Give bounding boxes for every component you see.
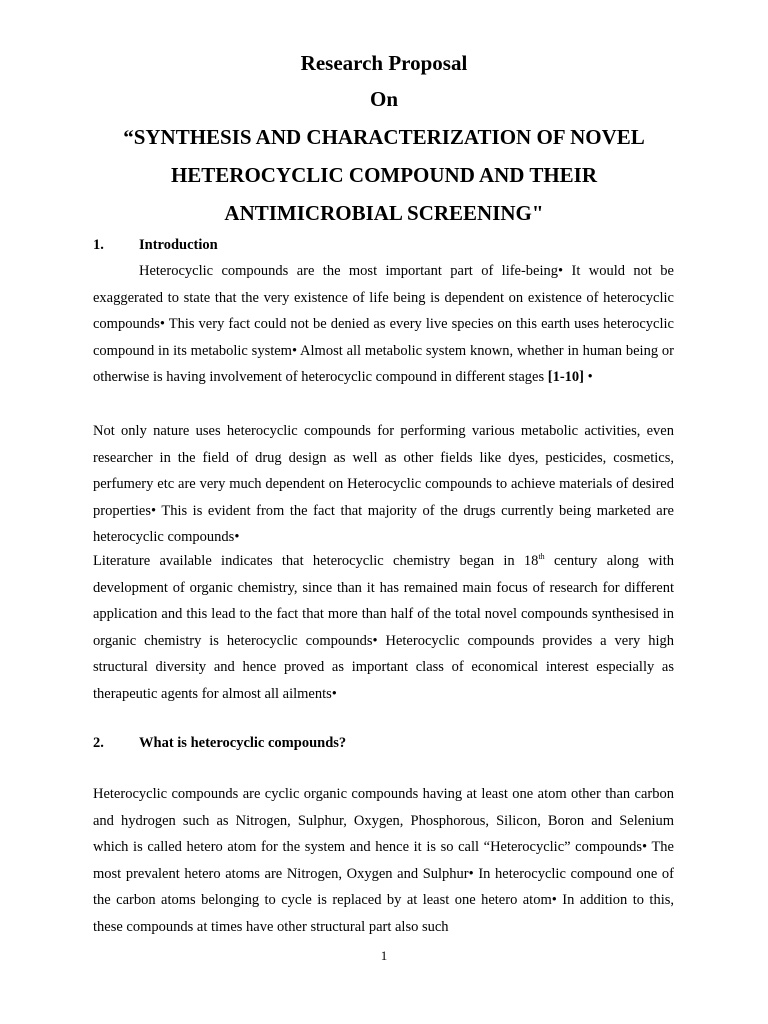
intro-paragraph-1-end: • xyxy=(584,369,593,385)
title-research-proposal: Research Proposal xyxy=(300,51,468,75)
section-1-heading xyxy=(93,237,218,254)
citation-ref: [1-10] xyxy=(547,369,584,385)
intro-paragraph-1 xyxy=(93,258,674,391)
page-number: 1 xyxy=(380,948,388,963)
title-topic-line-2: HETEROCYCLIC COMPOUND AND THEIR xyxy=(170,163,598,187)
title-topic-line-3: ANTIMICROBIAL SCREENING" xyxy=(224,201,544,225)
superscript-th: th xyxy=(538,552,545,562)
intro-paragraph-3-text-b: century along with development of organic chemistry, since than it has remained main focus of research for different application and this lead to the fact that more than half of the total novel compounds synthesised in organic chemistry is heterocyclic compounds• Heterocyclic compounds provides a very high structural diversity and hence proved as important class of economical interest especially as therapeutic agents for almost all ailments• xyxy=(93,553,674,702)
intro-paragraph-2: Not only nature uses heterocyclic compounds for performing various metabolic activities, even researcher in the field of drug design as well as other fields like dyes, pesticides, cosmetics, perfumery etc are very much dependent on Heterocyclic compounds to achieve materials of desired properties• This is evident from the fact that majority of the drugs currently being marketed are heterocyclic compounds• xyxy=(93,423,674,545)
intro-paragraph-3 xyxy=(93,548,674,707)
section-2-title: What is heterocyclic compounds? xyxy=(139,735,347,751)
intro-paragraph-1-text: Heterocyclic compounds are the most important part of life-being• It would not be exaggerated to state that the very existence of life being is dependent on existence of heterocyclic compounds• This very fact could not be denied as every live species on this earth uses heterocyclic compound in its metabolic system• Almost all metabolic system known, whether in human being or otherwise is having involvement of heterocyclic compound in different stages xyxy=(93,263,674,385)
section-1-title: Introduction xyxy=(139,237,218,253)
section-1-number: 1. xyxy=(93,237,104,253)
intro-paragraph-3-text-a: Literature available indicates that heterocyclic chemistry began in 18 xyxy=(93,553,539,569)
title-on: On xyxy=(369,87,398,111)
section-2-paragraph-1: Heterocyclic compounds are cyclic organic compounds having at least one atom other than carbon and hydrogen such as Nitrogen, Sulphur, Oxygen, Phosphorous, Silicon, Boron and Selenium which is called hetero atom for the system and hence it is so call “Heterocyclic” compounds• The most prevalent hetero atoms are Nitrogen, Oxygen and Sulphur• In heterocyclic compound one of the carbon atoms belonging to cycle is replaced by at least one hetero atom• In addition to this, these compounds at times have other structural part also such xyxy=(93,786,674,935)
section-2-number: 2. xyxy=(93,735,104,751)
section-2-heading xyxy=(93,735,346,752)
title-topic-line-1: “SYNTHESIS AND CHARACTERIZATION OF NOVEL xyxy=(123,125,645,149)
